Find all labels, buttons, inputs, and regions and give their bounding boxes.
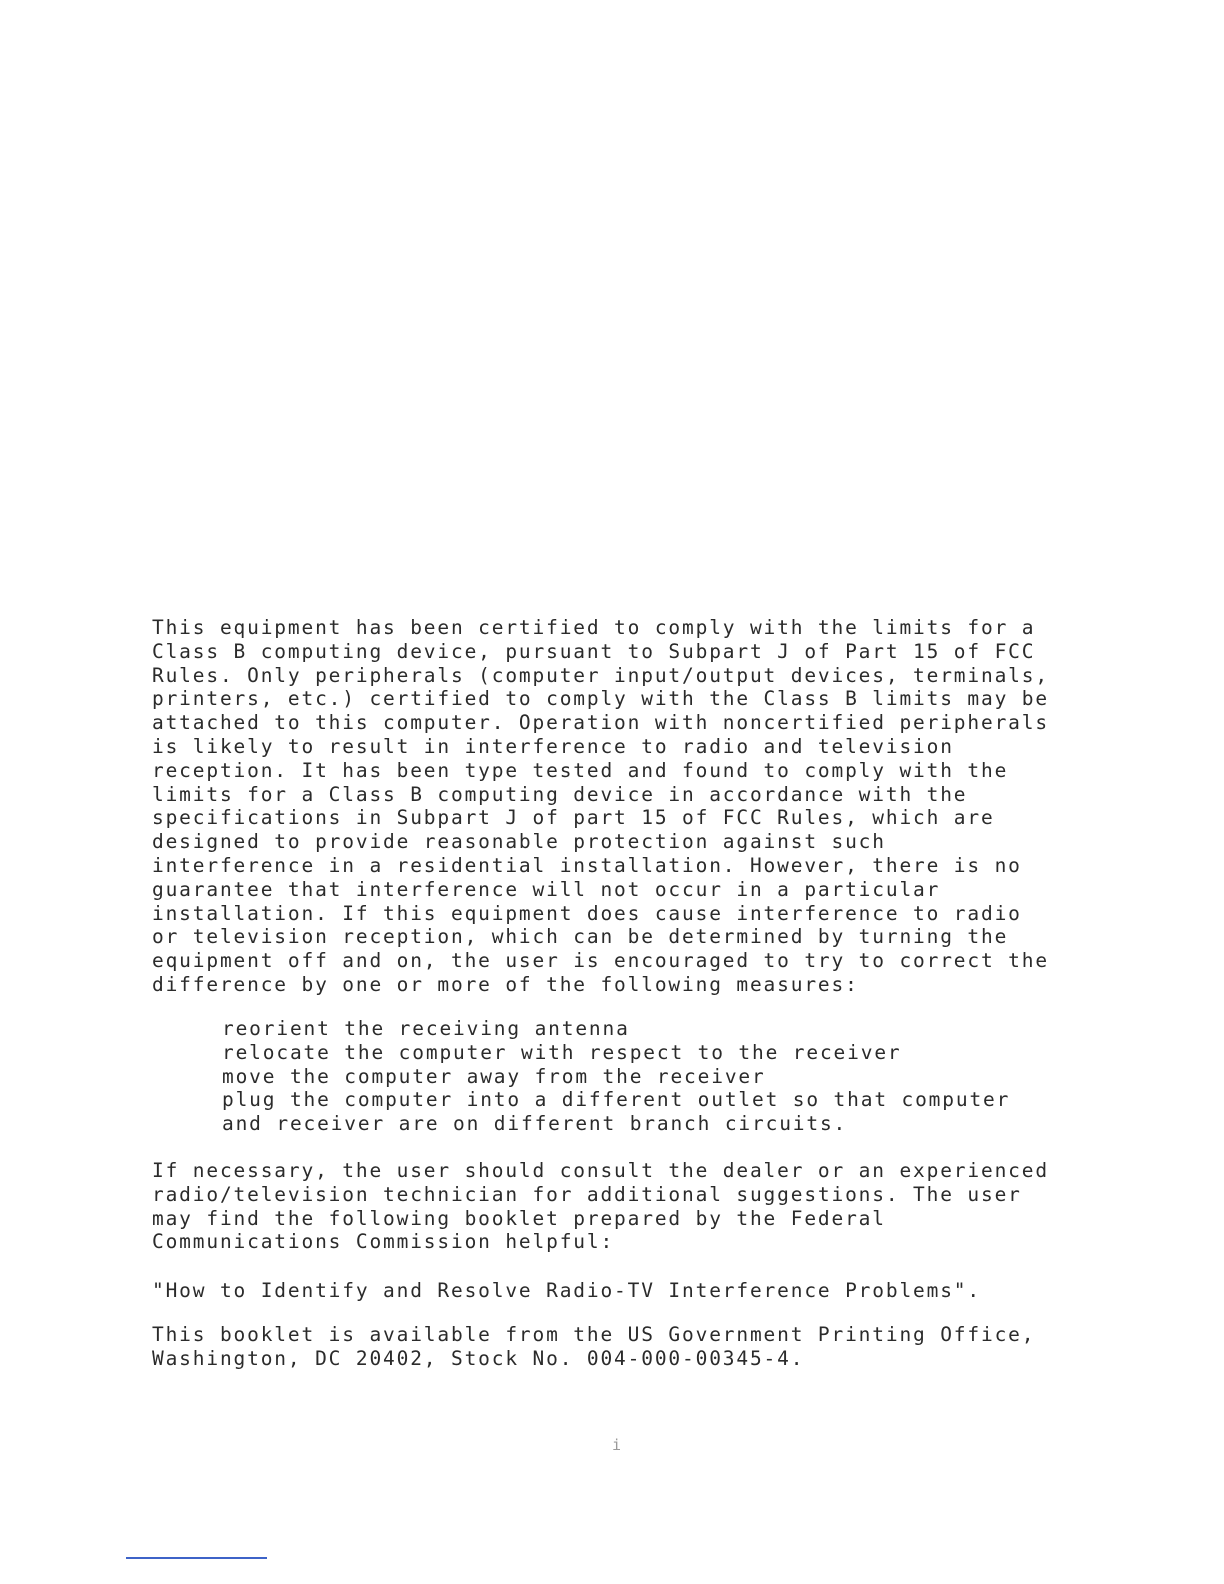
text-line: reception. It has been type tested and found to comply with the — [152, 758, 1009, 782]
consult-paragraph — [152, 1159, 1049, 1254]
text-line: "How to Identify and Resolve Radio-TV Interference Problems". — [152, 1279, 981, 1302]
list-item: reorient the receiving antenna — [222, 1017, 630, 1040]
text-line: radio/television technician for additional suggestions. The user — [152, 1182, 1022, 1206]
list-item: relocate the computer with respect to the receiver — [222, 1040, 902, 1064]
text-line: interference in a residential installation. However, there is no — [152, 853, 1022, 877]
text-line: Class B computing device, pursuant to Subpart J of Part 15 of FCC — [152, 639, 1036, 663]
text-line: equipment off and on, the user is encouraged to try to correct the — [152, 949, 1049, 973]
list-item: plug the computer into a different outlet so that computer — [222, 1088, 1011, 1112]
footer-rule — [126, 1557, 267, 1559]
page-number: i — [612, 1436, 622, 1454]
text-line: limits for a Class B computing device in accordance with the — [152, 782, 968, 806]
text-line: Washington, DC 20402, Stock No. 004-000-00345-4. — [152, 1346, 805, 1370]
availability-paragraph — [152, 1323, 1035, 1371]
text-line: attached to this computer. Operation with noncertified peripherals — [152, 711, 1049, 735]
text-line: printers, etc.) certified to comply with the Class B limits may be — [152, 687, 1049, 711]
text-line: Communications Commission helpful: — [152, 1230, 615, 1254]
text-line: specifications in Subpart J of part 15 of FCC Rules, which are — [152, 806, 995, 830]
booklet-title — [152, 1279, 981, 1303]
text-line: guarantee that interference will not occur in a particular — [152, 877, 941, 901]
text-line: designed to provide reasonable protection against such — [152, 830, 886, 854]
text-line: If necessary, the user should consult the dealer or an experienced — [152, 1159, 1049, 1182]
text-line: This equipment has been certified to comply with the limits for a — [152, 616, 1036, 639]
text-line: difference by one or more of the following measures: — [152, 972, 859, 996]
text-line: This booklet is available from the US Government Printing Office, — [152, 1323, 1036, 1346]
text-line: Rules. Only peripherals (computer input/output devices, terminals, — [152, 663, 1049, 687]
text-line: installation. If this equipment does cause interference to radio — [152, 901, 1022, 925]
certification-paragraph — [152, 616, 1049, 997]
list-item: move the computer away from the receiver — [222, 1064, 766, 1088]
text-line: may find the following booklet prepared by the Federal — [152, 1206, 886, 1230]
list-item: and receiver are on different branch circuits. — [222, 1112, 848, 1136]
text-line: is likely to result in interference to radio and television — [152, 734, 954, 758]
measures-list — [222, 1017, 1010, 1136]
text-line: or television reception, which can be determined by turning the — [152, 925, 1009, 949]
